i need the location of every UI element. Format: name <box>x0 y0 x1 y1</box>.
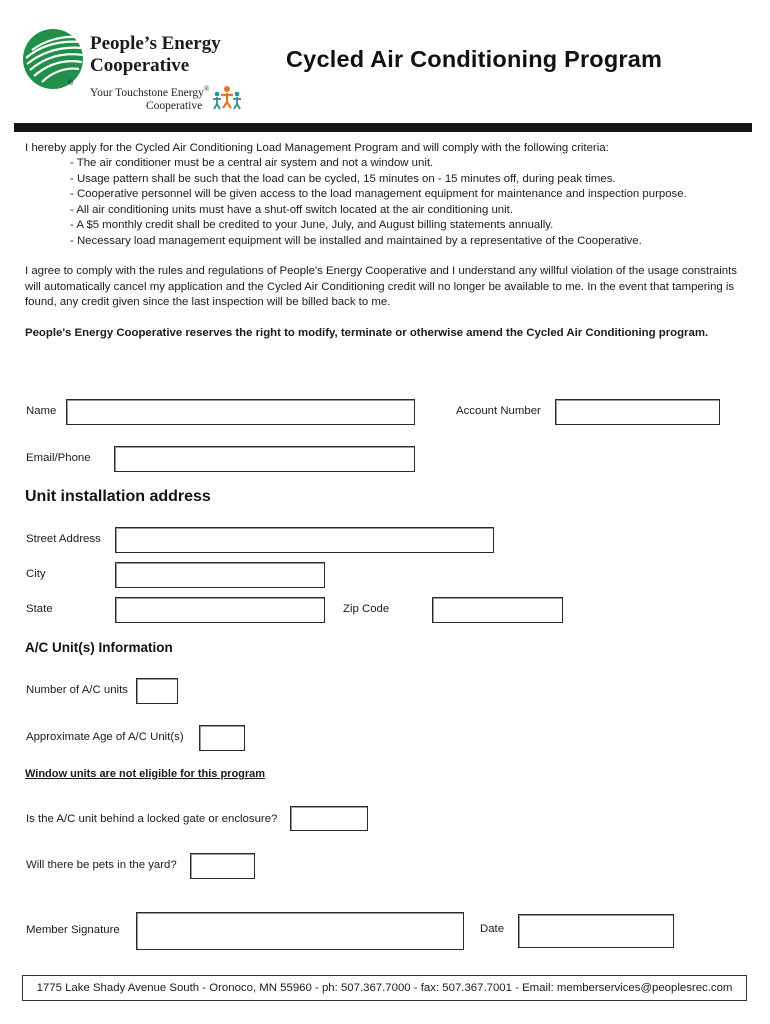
account-number-label: Account Number <box>456 405 541 417</box>
org-tagline-line1: Your Touchstone Energy <box>90 86 204 99</box>
footer-contact <box>22 975 747 1001</box>
criteria-item: - The air conditioner must be a central air system and not a window unit. <box>70 157 434 169</box>
rights-notice: People's Energy Cooperative reserves the right to modify, terminate or otherwise amend the Cycled Air Conditioning program. <box>25 327 709 339</box>
agreement-paragraph: I agree to comply with the rules and regulations of People's Energy Cooperative and I understand any willful violation of the usage constraints will automatically cancel my application and the Cycled Air Conditioning credit will no longer be available to me. In the event that tampering is found, any credit given since the last inspection will be billed back to me. <box>25 265 737 308</box>
intro-lead: I hereby apply for the Cycled Air Conditioning Load Management Program and will comply with the following criteria: <box>25 142 609 154</box>
city-field[interactable] <box>115 562 325 588</box>
touchstone-people-icon <box>212 84 242 110</box>
ac-count-field[interactable] <box>136 678 178 704</box>
ac-count-label: Number of A/C units <box>26 684 128 696</box>
email-phone-field[interactable] <box>114 446 415 472</box>
page-title: Cycled Air Conditioning Program <box>286 46 663 72</box>
name-field[interactable] <box>66 399 415 425</box>
street-address-field[interactable] <box>115 527 494 553</box>
member-signature-label: Member Signature <box>26 924 120 936</box>
locked-gate-label: Is the A/C unit behind a locked gate or enclosure? <box>26 813 278 825</box>
criteria-item: - All air conditioning units must have a shut-off switch located at the air conditioning unit. <box>70 203 514 216</box>
pets-label: Will there be pets in the yard? <box>26 859 177 871</box>
ac-age-label: Approximate Age of A/C Unit(s) <box>26 731 184 743</box>
state-label: State <box>26 603 53 615</box>
org-tagline-line2: Cooperative <box>146 99 203 112</box>
address-heading: Unit installation address <box>25 488 211 505</box>
account-number-field[interactable] <box>555 399 720 425</box>
criteria-item: - A $5 monthly credit shall be credited to your June, July, and August billing statements annually. <box>70 219 554 231</box>
member-signature-field[interactable] <box>136 912 464 950</box>
org-name-line1: People’s Energy <box>90 33 221 54</box>
pets-field[interactable] <box>190 853 255 879</box>
criteria-item: - Usage pattern shall be such that the load can be cycled, 15 minutes on - 15 minutes off, during peak times. <box>70 172 616 185</box>
ac-age-field[interactable] <box>199 725 245 751</box>
registered-mark-small: ® <box>203 85 210 93</box>
criteria-list <box>70 156 687 249</box>
window-units-note: Window units are not eligible for this program <box>25 768 266 780</box>
street-address-label: Street Address <box>26 533 101 545</box>
email-phone-label: Email/Phone <box>26 452 91 464</box>
date-field[interactable] <box>518 914 674 948</box>
registered-mark: ® <box>68 80 74 87</box>
title-divider <box>14 123 752 132</box>
globe-swoosh-icon <box>22 28 84 90</box>
org-name-line2: Cooperative <box>90 55 190 76</box>
city-label: City <box>26 568 46 580</box>
ac-info-heading: A/C Unit(s) Information <box>25 640 173 655</box>
zip-code-field[interactable] <box>432 597 563 623</box>
zip-code-label: Zip Code <box>343 603 390 615</box>
criteria-item: - Cooperative personnel will be given access to the load management equipment for maintenance and inspection purpose. <box>70 188 687 200</box>
criteria-item: - Necessary load management equipment will be installed and maintained by a representative of the Cooperative. <box>70 234 642 247</box>
name-label: Name <box>26 405 57 417</box>
footer-contact-text: 1775 Lake Shady Avenue South - Oronoco, MN 55960 - ph: 507.367.7000 - fax: 507.367.7001 - Email: memberservices@peoplesrec.com <box>36 982 733 994</box>
state-field[interactable] <box>115 597 325 623</box>
org-name <box>90 33 221 77</box>
org-tagline <box>90 83 209 113</box>
date-label: Date <box>480 923 505 935</box>
locked-gate-field[interactable] <box>290 806 368 831</box>
